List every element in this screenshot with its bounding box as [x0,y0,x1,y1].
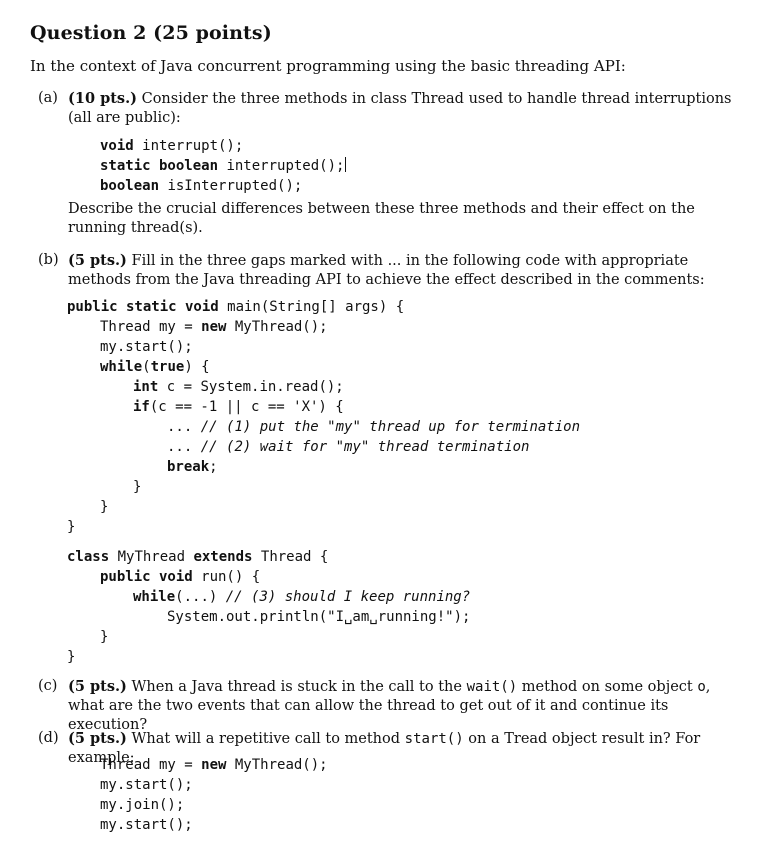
part-d-marker: (d) [38,730,59,746]
code-gap-3: while(...) // (3) should I keep running? [133,589,471,605]
main-method-code [67,297,580,537]
code-line-interrupt: void interrupt(); [100,138,244,154]
code-gap-1: ... // (1) put the "my" thread up for termination [167,419,581,435]
code-brace: } [67,519,76,535]
code-line: my.start(); [100,817,193,833]
mythread-class-code [67,547,470,667]
code-line: public static void main(String[] args) { [67,299,405,315]
code-line: if(c == -1 || c == 'X') { [133,399,344,415]
code-line: Thread my = new MyThread(); [100,319,328,335]
part-d-code [100,755,328,835]
code-line-isinterrupted: boolean isInterrupted(); [100,178,303,194]
part-b-marker: (b) [38,252,59,268]
code-line: while(true) { [100,359,210,375]
part-a [38,89,738,128]
code-line: class MyThread extends Thread { [67,549,329,565]
code-line: my.start(); [100,339,193,355]
part-c-marker: (c) [38,678,58,694]
code-line: public void run() { [100,569,261,585]
text-cursor [345,157,346,172]
part-a-describe: Describe the crucial differences between these three methods and their effect on the running thread(s). [68,201,695,236]
part-a-points: (10 pts.) [68,90,137,107]
code-o: o [697,679,706,695]
code-line: my.start(); [100,777,193,793]
part-b-text [68,251,738,290]
part-c-text: (5 pts.) When a Java thread is stuck in the call to the wait() method on some object o, what are the two events that can allow the thread to get out of it and continue its execution? [68,678,711,733]
part-b-description: Fill in the three gaps marked with ... in the following code with appropriate methods from the Java threading API to achieve the effect described in the comments: [68,253,705,288]
part-a-code [100,136,346,196]
code-wait: wait() [466,679,518,695]
code-brace: } [133,479,142,495]
code-line: System.out.println("I␣am␣running!"); [167,609,471,625]
question-title: Question 2 (25 points) [30,22,272,44]
part-b [38,251,738,290]
part-d-points: (5 pts.) [68,730,127,747]
part-c-points: (5 pts.) [68,678,127,695]
code-line: Thread my = new MyThread(); [100,757,328,773]
code-gap-2: ... // (2) wait for "my" thread termination [167,439,530,455]
part-a-text [68,89,738,128]
part-c [38,677,738,735]
code-line-interrupted: static boolean interrupted(); [100,158,345,174]
question-intro: In the context of Java concurrent programming using the basic threading API: [30,57,626,75]
code-brace: } [100,499,109,515]
code-brace: } [67,649,76,665]
part-a-description: Consider the three methods in class Thread used to handle thread interruptions (all are public): [68,91,732,126]
part-d-text: (5 pts.) What will a repetitive call to method start() on a Tread object result in? For example: [68,730,701,766]
code-brace: } [100,629,109,645]
code-line: my.join(); [100,797,185,813]
part-b-points: (5 pts.) [68,252,127,269]
code-line: break; [167,459,218,475]
part-a-marker: (a) [38,90,58,106]
code-start: start() [404,731,464,747]
code-line: int c = System.in.read(); [133,379,344,395]
